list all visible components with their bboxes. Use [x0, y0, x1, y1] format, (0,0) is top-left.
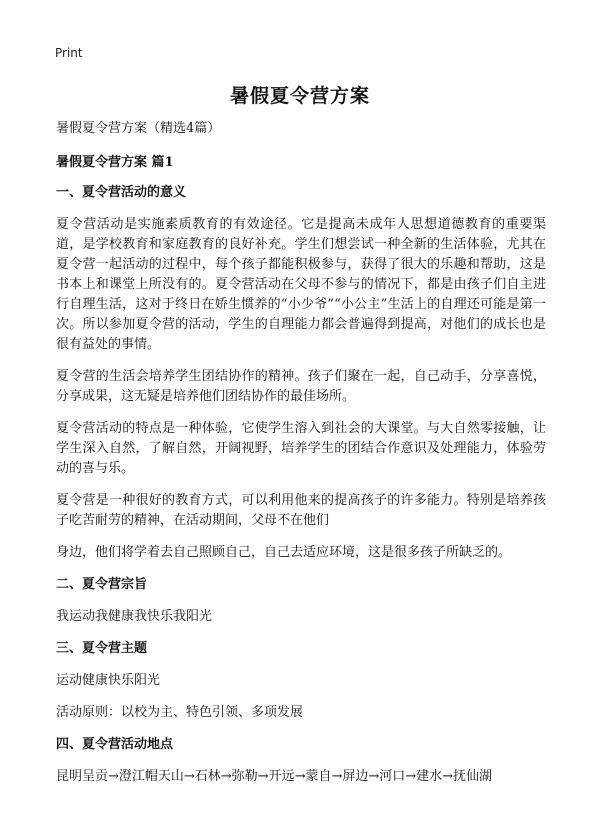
document-body [56, 119, 546, 799]
paragraph: 我运动我健康我快乐我阳光 [56, 609, 213, 624]
section-heading: 二、夏令营宗旨 [56, 577, 148, 592]
document-title: 暑假夏令营方案 [229, 85, 370, 107]
section-heading: 三、夏令营主题 [56, 641, 148, 656]
part-heading: 暑假夏令营方案 篇1 [56, 155, 174, 170]
section-heading: 四、夏令营活动地点 [56, 737, 174, 752]
paragraph: 夏令营的生活会培养学生团结协作的精神。孩子们聚在一起，自己动手，分享喜悦，分享成果，这无疑是培养他们团结协作的最佳场所。 [56, 369, 546, 404]
section-locations [56, 735, 546, 787]
section-heading: 一、夏令营活动的意义 [56, 185, 187, 200]
paragraph: 身边，他们将学着去自己照顾自己，自己去适应环境，这是很多孩子所缺乏的。 [56, 545, 512, 560]
paragraph: 活动原则：以校为主、特色引领、多项发展 [56, 705, 304, 720]
paragraph: 昆明呈贡→澄江帽天山→石林→弥勒→开远→蒙自→屏边→河口→建水→抚仙湖 [56, 769, 493, 784]
section-significance [56, 183, 546, 563]
print-link[interactable]: Print [55, 46, 83, 60]
paragraph: 夏令营是一种很好的教育方式，可以利用他来的提高孩子的许多能力。特别是培养孩子吃苦耐劳的精神，在活动期间，父母不在他们 [56, 493, 546, 528]
paragraph: 运动健康快乐阳光 [56, 673, 161, 688]
section-purpose [56, 575, 546, 627]
paragraph: 夏令营活动的特点是一种体验，它使学生溶入到社会的大课堂。与大自然零接触，让学生深入自然，了解自然，开阔视野，培养学生的团结合作意识及处理能力，体验劳动的喜与乐。 [56, 421, 546, 476]
section-theme [56, 639, 546, 723]
paragraph: 夏令营活动是实施素质教育的有效途径。它是提高未成年人思想道德教育的重要渠道，是学校教育和家庭教育的良好补充。学生们想尝试一种全新的生活体验，尤其在夏令营一起活动的过程中，每个孩子都能积极参与，获得了很大的乐趣和帮助，这是书本上和课堂上所没有的。夏令营活动在父母不参与的情况下，都是由孩子们自主进行自理生活，这对于终日在娇生惯养的“小少爷”“小公主”生活上的自理还可能是第一次。所以参加夏令营的活动，学生的自理能力都会普遍得到提高，对他们的成长也是很有益处的事情。 [56, 217, 546, 352]
document-subtitle: 暑假夏令营方案（精选4篇） [56, 121, 221, 136]
